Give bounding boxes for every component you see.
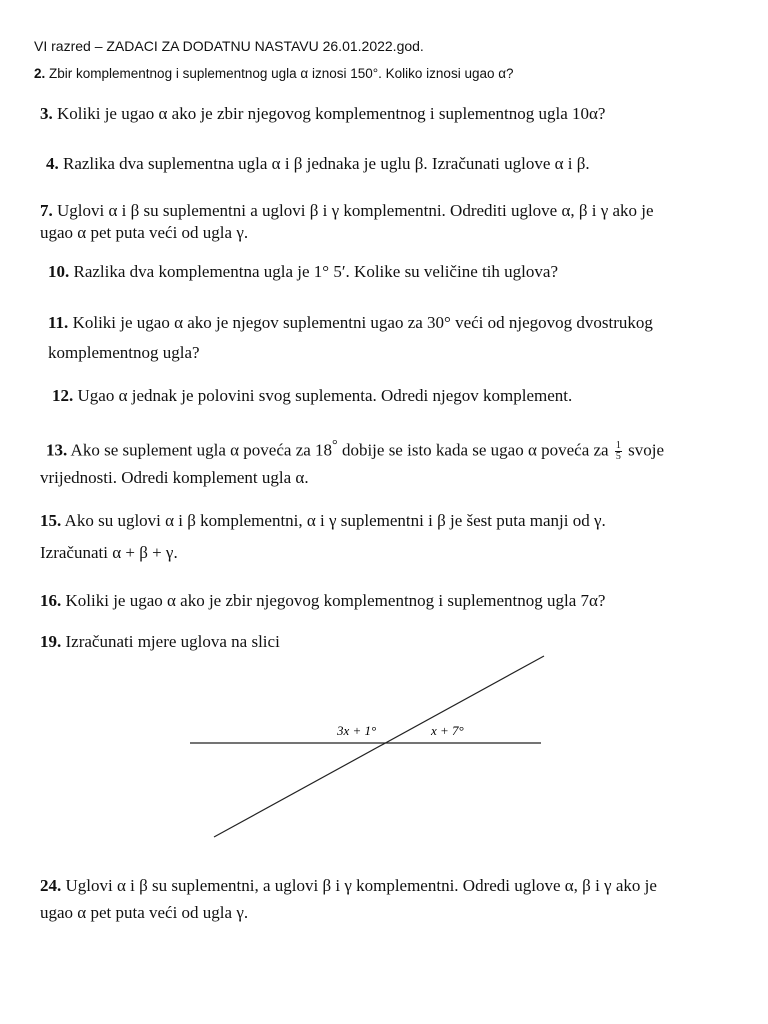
problem-text: svoje <box>623 440 664 460</box>
problem-number: 15. <box>40 511 62 530</box>
problem-text: Razlika dva suplementna ugla α i β jednaka je uglu β. Izračunati uglove α i β. <box>58 154 590 173</box>
problem-11-line-2: komplementnog ugla? <box>48 343 200 362</box>
problem-text: Ako se suplement ugla α poveća za 18 <box>67 440 333 460</box>
transversal-line <box>214 656 544 837</box>
problem-text: Ako su uglovi α i β komplementni, α i γ suplementni i β je šest puta manji od γ. <box>61 511 606 530</box>
problem-13-line-2: vrijednosti. Odredi komplement ugla α. <box>40 468 309 487</box>
problem-text: Izračunati mjere uglova na slici <box>61 632 280 651</box>
problem-text: Koliki je ugao α ako je zbir njegovog komplementnog i suplementnog ugla 7α? <box>61 591 606 610</box>
problem-number: 7. <box>40 201 53 220</box>
angle-label-left: 3x + 1° <box>337 723 377 738</box>
problem-number: 3. <box>40 104 53 123</box>
problem-text: Uglovi α i β su suplementni, a uglovi β i γ komplementni. Odredi uglove α, β i γ ako je <box>61 876 657 895</box>
page-title: VI razred – ZADACI ZA DODATNU NASTAVU 26.01.2022.god. <box>34 38 424 54</box>
problem-text: Uglovi α i β su suplementni a uglovi β i γ komplementni. Odrediti uglove α, β i γ ako je <box>52 201 654 220</box>
problem-text: Zbir komplementnog i suplementnog ugla α iznosi 150°. Koliko iznosi ugao α? <box>45 66 514 81</box>
problem-number: 19. <box>40 632 62 651</box>
problem-15-line-2: Izračunati α + β + γ. <box>40 543 178 562</box>
problem-number: 10. <box>48 262 70 281</box>
problem-number: 16. <box>40 591 62 610</box>
problem-text: Ugao α jednak je polovini svog suplementa. Odredi njegov komplement. <box>73 386 573 405</box>
fraction-numerator: 1 <box>615 440 621 452</box>
problem-number: 24. <box>40 876 62 895</box>
problem-number: 4. <box>46 154 59 173</box>
fraction-denominator: 5 <box>615 451 621 463</box>
problem-text: Koliki je ugao α ako je zbir njegovog komplementnog i suplementnog ugla 10α? <box>52 104 606 123</box>
problem-7-line-2: ugao α pet puta veći od ugla γ. <box>40 223 249 242</box>
problem-number: 12. <box>52 386 74 405</box>
problem-24 <box>40 876 657 896</box>
problem-text: Koliki je ugao α ako je njegov suplementni ugao za 30° veći od njegovog dvostrukog <box>68 313 653 332</box>
problem-number: 2. <box>34 66 46 81</box>
problem-text: Razlika dva komplementna ugla je 1° 5′. Kolike su veličine tih uglova? <box>69 262 558 281</box>
problem-number: 11. <box>48 313 69 332</box>
problem-24-line-2: ugao α pet puta veći od ugla γ. <box>40 903 249 922</box>
problem-number: 13. <box>46 440 68 460</box>
degree-symbol: ° <box>332 437 338 453</box>
problem-text: dobije se isto kada se ugao α poveća za <box>337 440 613 460</box>
angle-label-right: x + 7° <box>431 723 464 738</box>
